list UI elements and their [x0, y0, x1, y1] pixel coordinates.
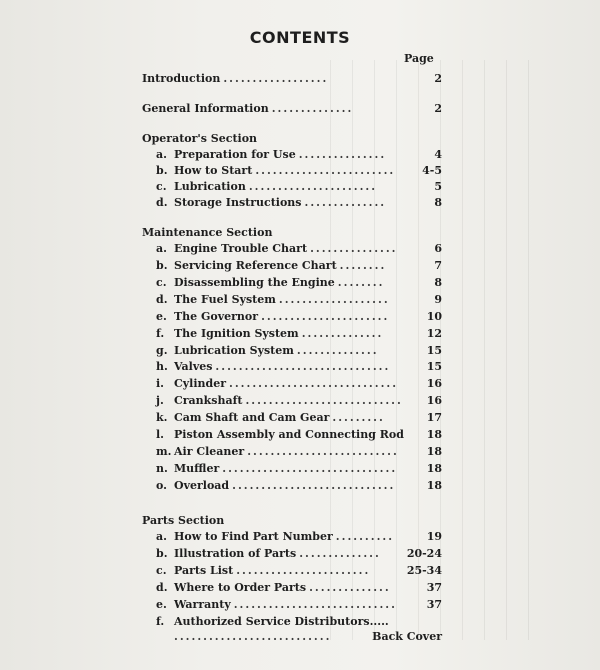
- entry-letter: e.: [156, 310, 167, 323]
- entry-label: Illustration of Parts: [174, 547, 297, 560]
- toc-entry: [156, 545, 442, 560]
- entry-page: 2: [434, 102, 442, 115]
- entry-label: Muffler: [174, 462, 220, 475]
- leader-dots: ........: [339, 259, 387, 272]
- entry-page: 37: [426, 598, 442, 611]
- entry-letter: m.: [156, 445, 172, 458]
- entry-letter: a.: [156, 148, 167, 161]
- entry-page: 5: [434, 180, 442, 193]
- toc-entry-back-cover: [174, 628, 442, 643]
- entry-label: Lubrication: [174, 180, 246, 193]
- toc-entry: [156, 409, 442, 424]
- entry-page: 4-5: [422, 164, 442, 177]
- entry-label: Preparation for Use: [174, 148, 296, 161]
- leader-dots: ............................: [233, 598, 397, 611]
- entry-page: 9: [434, 293, 442, 306]
- entry-label: Overload: [174, 479, 230, 492]
- entry-label: Servicing Reference Chart: [174, 259, 337, 272]
- leader-dots: .............................: [229, 377, 399, 390]
- entry-letter: d.: [156, 293, 168, 306]
- entry-label: Cam Shaft and Cam Gear: [174, 411, 330, 424]
- entry-label: Crankshaft: [174, 394, 243, 407]
- entry-page: 12: [426, 327, 442, 340]
- section-heading: Parts Section: [142, 514, 225, 527]
- entry-label: General Information: [142, 102, 269, 115]
- entry-label: Authorized Service Distributors.....: [174, 615, 389, 628]
- entry-page: 15: [426, 344, 442, 357]
- toc-entry: [156, 325, 442, 340]
- entry-label: Disassembling the Engine: [174, 276, 335, 289]
- entry-page: 18: [426, 428, 442, 441]
- entry-page: 17: [426, 411, 442, 424]
- entry-letter: a.: [156, 242, 167, 255]
- entry-label: Warranty: [174, 598, 231, 611]
- leader-dots: ......................: [261, 310, 390, 323]
- entry-letter: i.: [156, 377, 165, 390]
- entry-page: 10: [426, 310, 442, 323]
- leader-dots: ..........................: [247, 445, 399, 458]
- entry-page: 4: [434, 148, 442, 161]
- entry-letter: c.: [156, 276, 167, 289]
- entry-label: Where to Order Parts: [174, 581, 307, 594]
- entry-letter: b.: [156, 259, 168, 272]
- entry-letter: f.: [156, 615, 165, 628]
- entry-page: 6: [434, 242, 442, 255]
- section-heading: Operator's Section: [142, 132, 258, 145]
- entry-letter: b.: [156, 164, 168, 177]
- entry-letter: f.: [156, 327, 165, 340]
- leader-dots: ..............: [304, 196, 387, 209]
- leader-dots: .........: [332, 411, 385, 424]
- page-column-header: Page: [404, 52, 434, 65]
- entry-page: Back Cover: [372, 630, 442, 643]
- leader-dots: ...............: [298, 148, 387, 161]
- entry-letter: k.: [156, 411, 168, 424]
- entry-page: 2: [434, 72, 442, 85]
- toc-entry: [156, 443, 442, 458]
- entry-letter: a.: [156, 530, 167, 543]
- entry-letter: e.: [156, 598, 167, 611]
- leader-dots: ...................: [278, 293, 390, 306]
- entry-letter: j.: [156, 394, 164, 407]
- entry-label: The Fuel System: [174, 293, 276, 306]
- toc-entry: [156, 375, 442, 390]
- toc-entry: [156, 194, 442, 209]
- entry-label: How to Start: [174, 164, 253, 177]
- entry-letter: h.: [156, 360, 168, 373]
- entry-page: 7: [434, 259, 442, 272]
- toc-entry: [142, 70, 442, 85]
- entry-label: How to Find Part Number: [174, 530, 333, 543]
- leader-dots: ..............: [309, 581, 391, 594]
- entry-page: 15: [426, 360, 442, 373]
- entry-label: Lubrication System: [174, 344, 294, 357]
- leader-dots: .......................: [236, 564, 371, 577]
- entry-label: Air Cleaner: [174, 445, 245, 458]
- toc-entry: [142, 100, 442, 115]
- leader-dots: ...........................: [174, 630, 332, 643]
- entry-letter: o.: [156, 479, 167, 492]
- leader-dots: ...............: [310, 242, 398, 255]
- leader-dots: ..............: [299, 547, 381, 560]
- toc-entry: [156, 358, 442, 373]
- leader-dots: ...........................: [245, 394, 403, 407]
- toc-entry: [156, 146, 442, 161]
- leader-dots: ........................: [255, 164, 396, 177]
- leader-dots: ..............: [301, 327, 384, 340]
- toc-entry: [156, 596, 442, 611]
- entry-label: Parts List: [174, 564, 234, 577]
- toc-entry: [156, 291, 442, 306]
- entry-page: 18: [426, 462, 442, 475]
- section-heading: Maintenance Section: [142, 226, 273, 239]
- leader-dots: ......................: [248, 180, 378, 193]
- leader-dots: ............................: [232, 479, 396, 492]
- entry-page: 37: [426, 581, 442, 594]
- entry-letter: d.: [156, 196, 168, 209]
- leader-dots: ..........: [335, 530, 395, 543]
- entry-page: 18: [426, 445, 442, 458]
- leader-dots: ..............: [271, 102, 354, 115]
- toc-entry: [156, 342, 442, 357]
- toc-entry: [156, 162, 442, 177]
- entry-letter: c.: [156, 180, 167, 193]
- toc-entry: [156, 426, 442, 441]
- entry-label: Introduction: [142, 72, 221, 85]
- entry-label: The Governor: [174, 310, 259, 323]
- toc-entry: [156, 274, 442, 289]
- entry-page: 16: [426, 394, 442, 407]
- entry-label: Storage Instructions: [174, 196, 302, 209]
- toc-entry: [156, 460, 442, 475]
- entry-page: 25-34: [406, 564, 442, 577]
- toc-entry: [156, 308, 442, 323]
- entry-letter: c.: [156, 564, 167, 577]
- toc-entry: [156, 579, 442, 594]
- entry-page: 16: [426, 377, 442, 390]
- entry-letter: d.: [156, 581, 168, 594]
- entry-page: 18: [426, 479, 442, 492]
- entry-label: Engine Trouble Chart: [174, 242, 308, 255]
- entry-label: The Ignition System: [174, 327, 299, 340]
- toc-entry: [156, 392, 442, 407]
- entry-letter: b.: [156, 547, 168, 560]
- leader-dots: ..............................: [215, 360, 391, 373]
- page-title: CONTENTS: [249, 28, 351, 47]
- entry-page: 8: [434, 276, 442, 289]
- toc-entry: [156, 257, 442, 272]
- entry-page: 19: [426, 530, 442, 543]
- entry-letter: n.: [156, 462, 168, 475]
- toc-entry: [156, 613, 442, 628]
- entry-page: 8: [434, 196, 442, 209]
- entry-page: 20-24: [406, 547, 442, 560]
- toc-entry: [156, 240, 442, 255]
- entry-letter: g.: [156, 344, 168, 357]
- toc-entry: [156, 562, 442, 577]
- entry-label: Piston Assembly and Connecting Rod: [174, 428, 404, 441]
- entry-letter: l.: [156, 428, 165, 441]
- leader-dots: ..............................: [222, 462, 398, 475]
- entry-label: Valves: [174, 360, 213, 373]
- entry-label: Cylinder: [174, 377, 226, 390]
- toc-entry: [156, 528, 442, 543]
- toc-entry: [156, 477, 442, 492]
- leader-dots: ..................: [223, 72, 329, 85]
- leader-dots: ........: [337, 276, 385, 289]
- leader-dots: ..............: [296, 344, 379, 357]
- toc-entry: [156, 178, 442, 193]
